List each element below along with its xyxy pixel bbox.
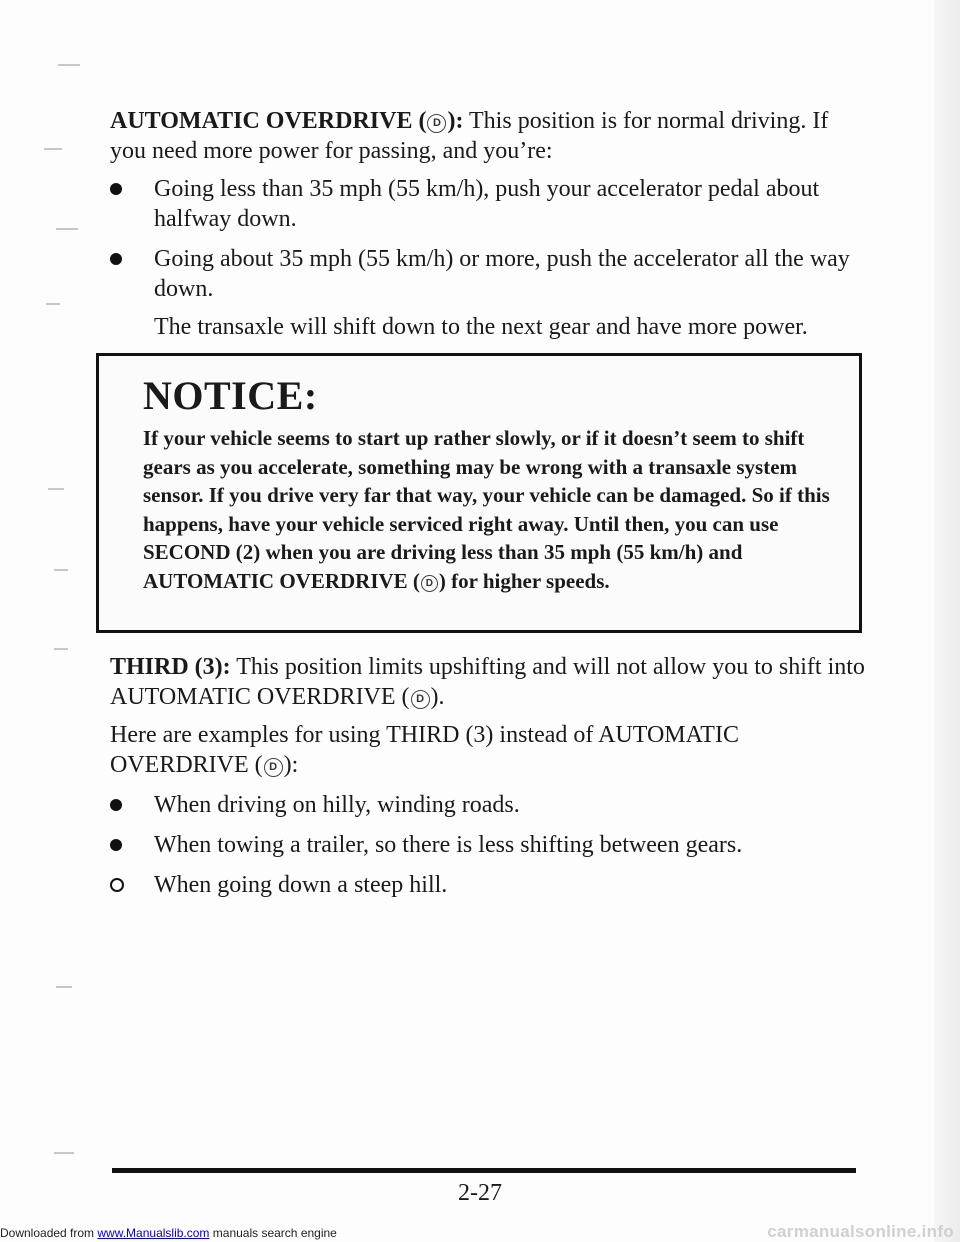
lower-content [110, 652, 870, 910]
margin-mark [54, 1152, 74, 1154]
manualslib-link[interactable]: www.Manualslib.com [97, 1226, 210, 1240]
notice-box [96, 353, 862, 633]
download-banner [0, 1226, 341, 1240]
overdrive-paragraph [110, 106, 870, 166]
margin-mark [54, 648, 68, 650]
page-number: 2-27 [458, 1180, 502, 1206]
upper-content [110, 106, 870, 342]
margin-mark [54, 569, 68, 571]
third-paragraph: THIRD (3): This position limits upshifting and will not allow you to shift into AUTOMATIC OVERDRIVE ( D ). [110, 654, 865, 710]
transaxle-note: The transaxle will shift down to the next gear and have more power. [154, 314, 808, 340]
accelerator-bullet-list [110, 174, 870, 304]
bullet-icon [110, 253, 122, 265]
bullet-text: When going down a steep hill. [154, 872, 448, 898]
site-watermark: carmanualsonline.info [767, 1222, 954, 1241]
bullet-icon [110, 839, 122, 851]
bullet-icon [110, 183, 122, 195]
list-item [110, 244, 870, 304]
bullet-icon [110, 799, 122, 811]
margin-mark [44, 148, 62, 150]
list-item [110, 174, 870, 234]
list-item [110, 870, 870, 900]
bullet-icon [110, 878, 124, 892]
list-item [110, 830, 870, 860]
scan-edge [934, 0, 960, 1242]
notice-body: If your vehicle seems to start up rather slowly, or if it doesn’t seem to shift gears as you accelerate, something may be wrong with a transaxle system sensor. If you drive very far that way, your vehicle can be damaged. So if this happens, have your vehicle serviced right away. Until then, you can use SECOND (2) when you are driving less than 35 mph (55 km/h) and AUTOMATIC OVERDRIVE ( D ) for higher speeds. [143, 426, 830, 593]
examples-paragraph: Here are examples for using THIRD (3) instead of AUTOMATIC OVERDRIVE ( D ): [110, 722, 739, 778]
list-item [110, 790, 870, 820]
footer-rule [112, 1168, 856, 1173]
notice-title: NOTICE: [143, 373, 318, 418]
bullet-text: Going about 35 mph (55 km/h) or more, push the accelerator all the way down. [154, 246, 850, 302]
margin-mark [48, 488, 64, 490]
third-lead: THIRD (3): [110, 654, 231, 680]
bullet-text: Going less than 35 mph (55 km/h), push your accelerator pedal about halfway down. [154, 176, 820, 232]
banner-prefix: Downloaded from [0, 1226, 98, 1240]
margin-mark [56, 228, 78, 230]
overdrive-d-icon: D [264, 758, 283, 777]
third-examples-list [110, 790, 870, 900]
overdrive-text: This position is for normal driving. If you need more power for passing, and you’re: [110, 108, 829, 164]
margin-mark [46, 303, 60, 305]
overdrive-d-icon: D [427, 114, 446, 133]
margin-mark [56, 986, 72, 988]
overdrive-lead: AUTOMATIC OVERDRIVE ( D ): [110, 108, 464, 134]
bullet-text: When towing a trailer, so there is less shifting between gears. [154, 832, 743, 858]
overdrive-d-icon: D [411, 690, 430, 709]
banner-suffix: manuals search engine [209, 1226, 337, 1240]
bullet-text: When driving on hilly, winding roads. [154, 792, 520, 818]
overdrive-d-icon: D [421, 575, 438, 592]
margin-mark [58, 64, 80, 66]
